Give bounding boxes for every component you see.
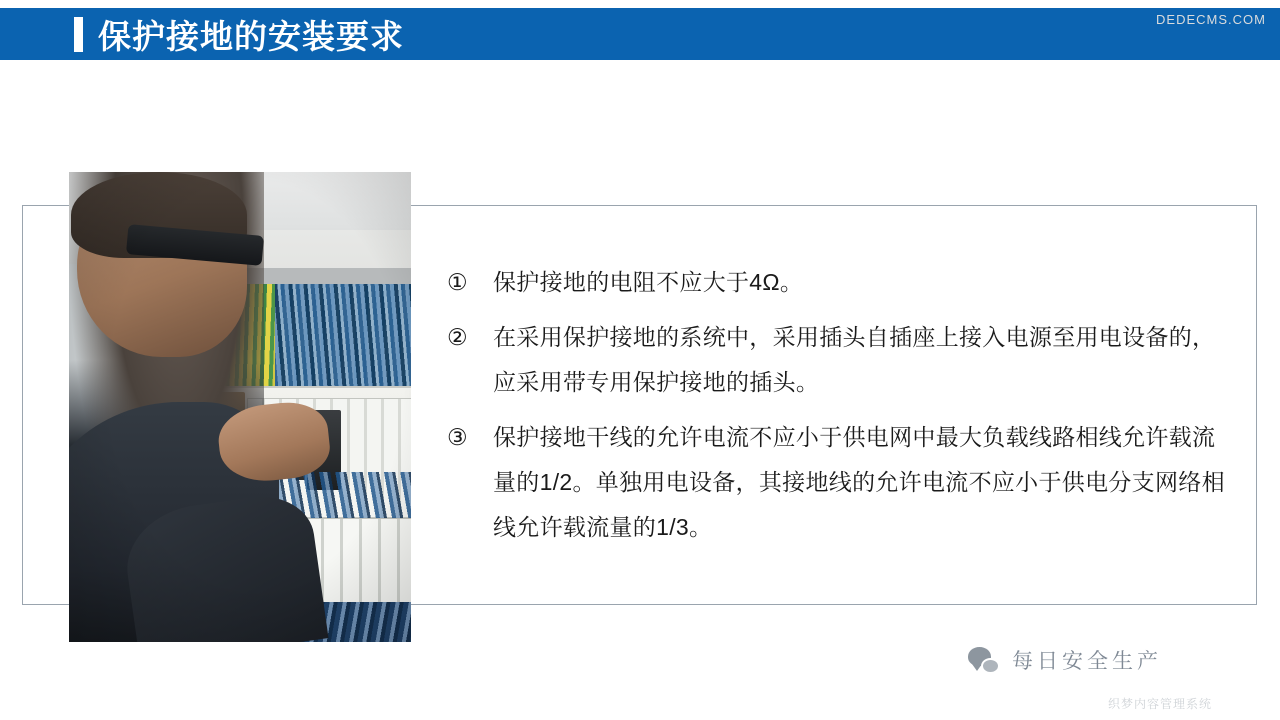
- list-item: [447, 315, 1227, 405]
- wechat-credit: [968, 645, 1162, 675]
- list-item: [447, 415, 1227, 550]
- page-title: 保护接地的安装要求: [98, 8, 422, 60]
- list-item-marker: ②: [447, 324, 468, 350]
- list-item-marker: ③: [447, 424, 468, 450]
- electrical-panel-photo: [69, 172, 411, 642]
- list-item: [447, 260, 1227, 305]
- watermark-bottom: 织梦内容管理系统: [1107, 697, 1212, 711]
- header-accent-mark: [74, 17, 83, 52]
- photo-vignette: [69, 172, 411, 642]
- list-item-text: 保护接地干线的允许电流不应小于供电网中最大负载线路相线允许载流量的1/2。单独用电设备，其接地线的允许电流不应小于供电分支网络相线允许载流量的1/3。: [493, 424, 1225, 540]
- slide-header: [0, 8, 1280, 60]
- watermark-right: DEDECMS.COM: [1156, 12, 1266, 27]
- photo-artwork: [69, 172, 411, 642]
- list-item-text: 保护接地的电阻不应大于4Ω。: [493, 269, 804, 295]
- wechat-bubble-small: [981, 658, 1000, 674]
- requirements-list: [447, 260, 1227, 560]
- wechat-account-name: 每日安全生产: [1012, 650, 1162, 673]
- wechat-icon: [968, 647, 1000, 674]
- list-item-marker: ①: [447, 269, 468, 295]
- list-item-text: 在采用保护接地的系统中，采用插头自插座上接入电源至用电设备的，应采用带专用保护接地的插头。: [493, 324, 1216, 395]
